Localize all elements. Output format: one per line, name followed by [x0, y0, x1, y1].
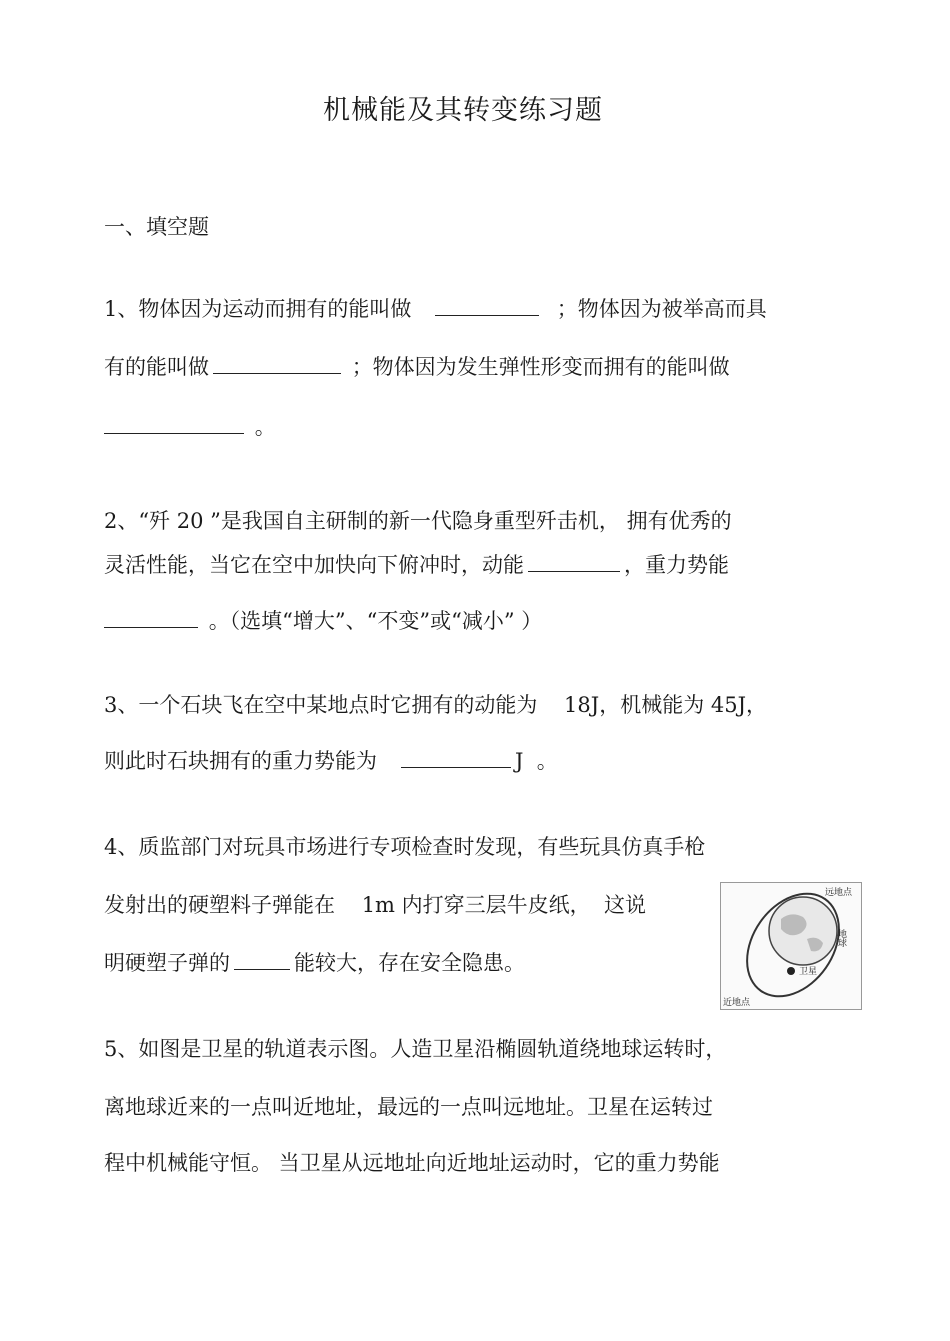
satellite-orbit-figure [720, 882, 862, 1010]
q1-text-d: ；物体因为发生弹性形变而拥有的能叫做 [351, 355, 730, 379]
q5-line1: 5、如图是卫星的轨道表示图。人造卫星沿椭圆轨道绕地球运转时， [104, 1037, 727, 1061]
q3-text-a: 则此时石块拥有的重力势能为 [104, 749, 377, 773]
q2-blank-1[interactable] [528, 551, 620, 572]
orbit-diagram [721, 883, 861, 1009]
q3-blank-1[interactable] [401, 747, 511, 768]
q4-text-b: 能较大，存在安全隐患。 [294, 951, 525, 975]
q1-line2 [104, 352, 730, 382]
q2-line3 [104, 606, 542, 636]
q1-blank-2[interactable] [213, 353, 341, 374]
q1-text-c: 有的能叫做 [104, 355, 209, 379]
q4-text-a: 明硬塑子弹的 [104, 951, 230, 975]
q2-text-a: 灵活性能，当它在空中加快向下俯冲时，动能 [104, 553, 524, 577]
q3-line1: 3、一个石块飞在空中某地点时它拥有的动能为 18J，机械能为 45J， [104, 693, 768, 717]
page-title: 机械能及其转变练习题 [323, 95, 603, 126]
q1-text-b: ；物体因为被举高而具 [556, 297, 767, 321]
q1-blank-1[interactable] [435, 295, 539, 316]
q2-line1: 2、“歼 20 ”是我国自主研制的新一代隐身重型歼击机， 拥有优秀的 [104, 509, 732, 533]
q5-line3: 程中机械能守恒。 当卫星从远地址向近地址运动时，它的重力势能 [104, 1151, 720, 1175]
satellite-label: 卫星 [799, 967, 818, 977]
q2-text-b: ，重力势能 [624, 553, 729, 577]
q1-line1 [104, 294, 767, 324]
q4-line1: 4、质监部门对玩具市场进行专项检查时发现，有些玩具仿真手枪 [104, 835, 706, 859]
section-heading: 一、填空题 [104, 215, 209, 239]
q1-text-a: 1、物体因为运动而拥有的能叫做 [104, 297, 412, 321]
q5-line2: 离地球近来的一点叫近地址，最远的一点叫远地址。卫星在运转过 [104, 1095, 713, 1119]
q1-blank-3[interactable] [104, 413, 244, 434]
q1-line3 [104, 412, 276, 442]
q2-blank-2[interactable] [104, 607, 198, 628]
q4-blank-1[interactable] [234, 949, 290, 970]
q1-text-e: 。 [254, 415, 276, 439]
q3-line2 [104, 746, 558, 776]
q4-line3 [104, 948, 525, 978]
q2-line2 [104, 550, 729, 580]
q4-line2: 发射出的硬塑料子弹能在 1m 内打穿三层牛皮纸， 这说 [104, 893, 646, 917]
far-point-label: 远地点 [825, 888, 853, 898]
satellite-icon [787, 967, 795, 975]
q2-text-c: 。（选填“增大”、“不变”或“减小” ） [208, 609, 543, 633]
q3-text-b: J 。 [515, 749, 558, 773]
earth-label: 地球 [836, 929, 846, 947]
near-point-label: 近地点 [723, 998, 751, 1008]
